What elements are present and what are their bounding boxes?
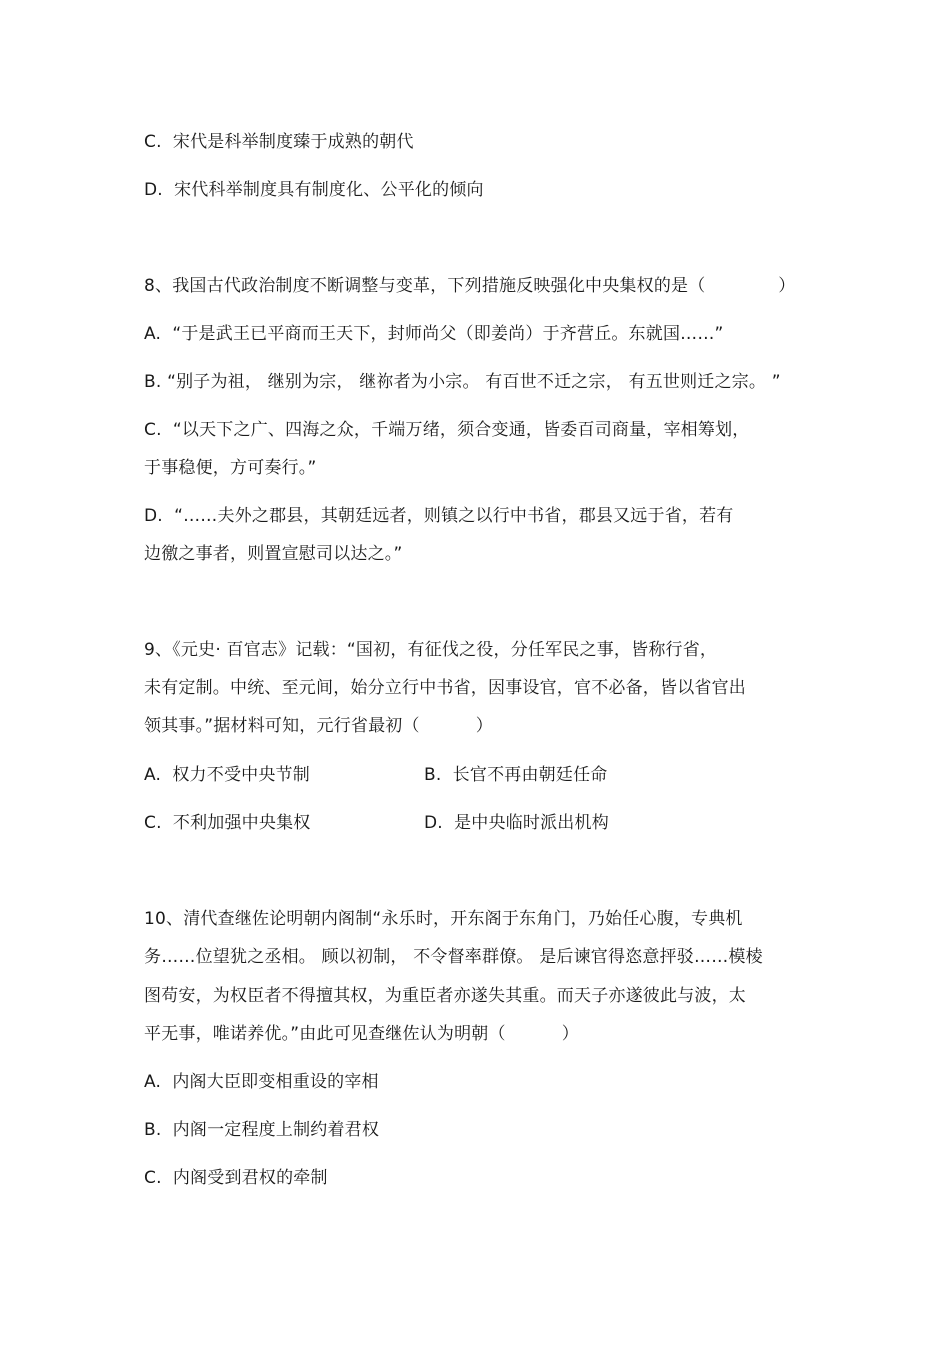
q8-option-d-line1: D. “……夫外之郡县，其朝廷远者，则镇之以行中书省，郡县又远于省，若有 <box>144 506 734 526</box>
q9-stem-line1: 9、《元史· 百官志》记载：“国初，有征伐之役，分任军民之事，皆称行省， <box>144 640 718 660</box>
q8-option-c-line1: C. “以天下之广、四海之众，千端万绪，须合变通，皆委百司商量，宰相筹划， <box>144 420 750 440</box>
q9-stem-line2: 未有定制。中统、至元间，始分立行中书省，因事设官，官不必备，皆以省官出 <box>144 678 746 698</box>
q10-stem-line4: 平无事，唯诺养优。”由此可见查继佐认为明朝（ ） <box>144 1024 579 1044</box>
q10-option-a: A. 内阁大臣即变相重设的宰相 <box>144 1072 379 1092</box>
q8-option-a: A. “于是武王已平商而王天下，封师尚父（即姜尚）于齐营丘。东就国……” <box>144 324 724 344</box>
q7-option-d: D. 宋代科举制度具有制度化、公平化的倾向 <box>144 180 484 200</box>
q7-option-c: C. 宋代是科举制度臻于成熟的朝代 <box>144 132 414 152</box>
q9-option-a: A. 权力不受中央节制 <box>144 765 310 785</box>
q9-stem-line3: 领其事。”据材料可知，元行省最初（ ） <box>144 716 493 736</box>
q9-option-d: D. 是中央临时派出机构 <box>424 813 609 833</box>
q10-option-c: C. 内阁受到君权的牵制 <box>144 1168 328 1188</box>
q8-option-d-line2: 边徼之事者，则置宣慰司以达之。” <box>144 544 403 564</box>
q8-stem: 8、我国古代政治制度不断调整与变革，下列措施反映强化中央集权的是（ ） <box>144 276 796 296</box>
q8-option-b: B. “别子为祖， 继别为宗， 继祢者为小宗。 有百世不迁之宗， 有五世则迁之宗。 ” <box>144 372 781 392</box>
q9-option-b: B. 长官不再由朝廷任命 <box>424 765 608 785</box>
q10-stem-line3: 图苟安，为权臣者不得擅其权，为重臣者亦遂失其重。而天子亦遂彼此与波，太 <box>144 986 746 1006</box>
q9-option-c: C. 不利加强中央集权 <box>144 813 311 833</box>
q10-stem-line2: 务……位望犹之丞相。 顾以初制， 不令督率群僚。 是后谏官得恣意抨驳……模棱 <box>144 947 763 967</box>
q8-option-c-line2: 于事稳便，方可奏行。” <box>144 458 317 478</box>
q10-stem-line1: 10、清代查继佐论明朝内阁制“永乐时，开东阁于东角门，乃始任心腹，专典机 <box>144 909 743 929</box>
q10-option-b: B. 内阁一定程度上制约着君权 <box>144 1120 380 1140</box>
